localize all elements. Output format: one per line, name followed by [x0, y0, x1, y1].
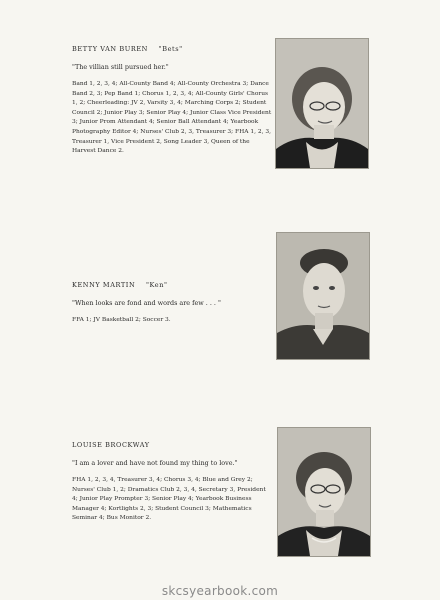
student-nickname: "Bets" [158, 45, 183, 53]
student-name-line [72, 281, 272, 289]
student-entry [72, 441, 272, 524]
student-quote: "When looks are fond and words are few . . . " [72, 299, 221, 307]
student-name: LOUISE BROCKWAY [72, 441, 150, 449]
student-activities: FHA 1, 2, 3, 4, Treasurer 3, 4; Chorus 3, 4; Blue and Grey 2; Nurses' Club 1, 2; Dramatics Club 2, 3, 4, Secretary 3, President 4; Junior Play Prompter 3; Senior Play 4; Yearbook Business Manager 4; Kortlights 2, 3; Student Council 3; Mathematics Seminar 4; Bus Monitor 2. [72, 477, 266, 522]
student-name-line [72, 45, 272, 53]
student-portrait-photo [276, 232, 370, 360]
student-quote: "I am a lover and have not found my thing to love." [72, 459, 238, 467]
student-name: BETTY VAN BUREN [72, 45, 148, 53]
student-activities: FFA 1; JV Basketball 2; Soccer 3. [72, 317, 171, 323]
student-quote: "The villian still pursued her." [72, 63, 169, 71]
student-portrait-photo [275, 38, 369, 169]
student-entry [72, 281, 272, 326]
student-name: KENNY MARTIN [72, 281, 136, 289]
watermark-text: skcsyearbook.com [161, 584, 279, 598]
student-portrait-photo [277, 427, 371, 557]
student-name-line [72, 441, 272, 449]
student-activities: Band 1, 2, 3, 4; All-County Band 4; All-County Orchestra 3; Dance Band 2, 3; Pep Band 1; Chorus 1, 2, 3, 4; All-County Girls' Chorus 1, 2; Cheerleading: JV 2, Varsity 3, 4; Marching Corps 2; Student Council 2; Junior Play 3; Senior Play 4; Junior Class Vice President 3; Junior Prom Attendant 4; Senior Ball Attendant 4; Yearbook Photography Editor 4; Nurses' Club 2, 3, Treasurer 3; FHA 1, 2, 3, Treasurer 1, Vice President 2, Song Leader 3, Queen of the Harvest Dance 2. [72, 81, 272, 155]
student-nickname: "Ken" [145, 281, 168, 289]
student-entry [72, 45, 272, 157]
